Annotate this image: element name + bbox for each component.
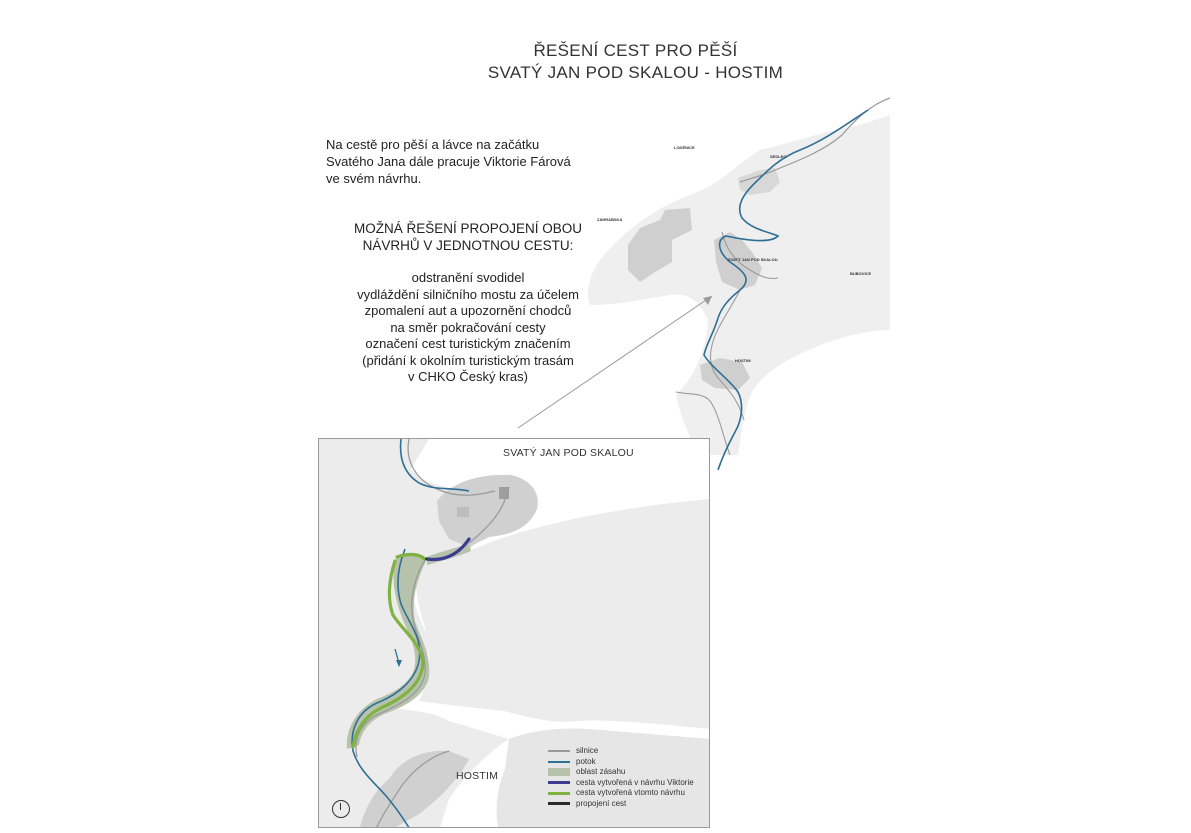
legend-label: cesta vytvořená v návrhu Viktorie [576,777,694,787]
legend-label: propojení cest [576,798,627,808]
legend-item [548,767,694,778]
solution-item: označení cest turistickým značením [365,336,571,351]
legend-item [548,757,694,768]
legend-label: silnice [576,746,599,755]
title-line-2: SVATÝ JAN POD SKALOU - HOSTIM [487,63,784,82]
place-label: LODĚNICE [674,145,695,150]
legend-label: potok [576,756,596,766]
intro-line: ve svém návrhu. [326,171,422,186]
intro-line: Svatého Jana dále pracuje Viktorie Fárová [326,154,571,169]
legend-item [548,799,694,810]
legend [548,746,694,809]
legend-swatch [548,768,570,776]
legend-swatch [548,802,570,805]
solution-item: vydláždění silničního mostu za účelem [357,286,579,302]
legend-item [548,746,694,757]
solutions-heading-line: MOŽNÁ ŘEŠENÍ PROPOJENÍ OBOU [353,221,583,236]
legend-item [548,788,694,799]
solution-item: na směr pokračování cesty [390,319,546,335]
solution-item: (přidání k okolním turistickým trasám [362,352,574,368]
solution-item: odstranění svodidel [411,270,525,285]
legend-swatch [548,792,570,795]
inset-building [457,507,469,517]
place-label: SVATÝ JAN POD SKALOU [728,257,778,262]
solution-item: v CHKO Český kras) [408,369,528,384]
legend-label: cesta vytvořená vtomto návrhu [576,788,685,797]
solutions-heading-line: NÁVRHŮ V JEDNOTNOU CESTU: [362,238,574,253]
legend-swatch [548,761,570,763]
legend-swatch [548,750,570,752]
intro-line: Na cestě pro pěší a lávce na začátku [326,137,540,152]
place-label: ZÁHRABSKÁ [597,217,623,222]
legend-item [548,778,694,789]
place-label: HOSTIM [735,358,751,363]
legend-label: oblast zásahu [576,767,626,776]
place-label: SEDLEC [770,154,787,159]
place-label: BUBOVICE [850,271,872,276]
power-icon[interactable] [332,800,350,818]
legend-swatch [548,781,570,784]
title-line-1: ŘEŠENÍ CEST PRO PĚŠÍ [533,41,738,60]
inset-label-south: HOSTIM [456,770,499,782]
inset-label-north: SVATÝ JAN POD SKALOU [503,447,634,459]
solution-item: zpomalení aut a upozornění chodců [364,303,572,318]
